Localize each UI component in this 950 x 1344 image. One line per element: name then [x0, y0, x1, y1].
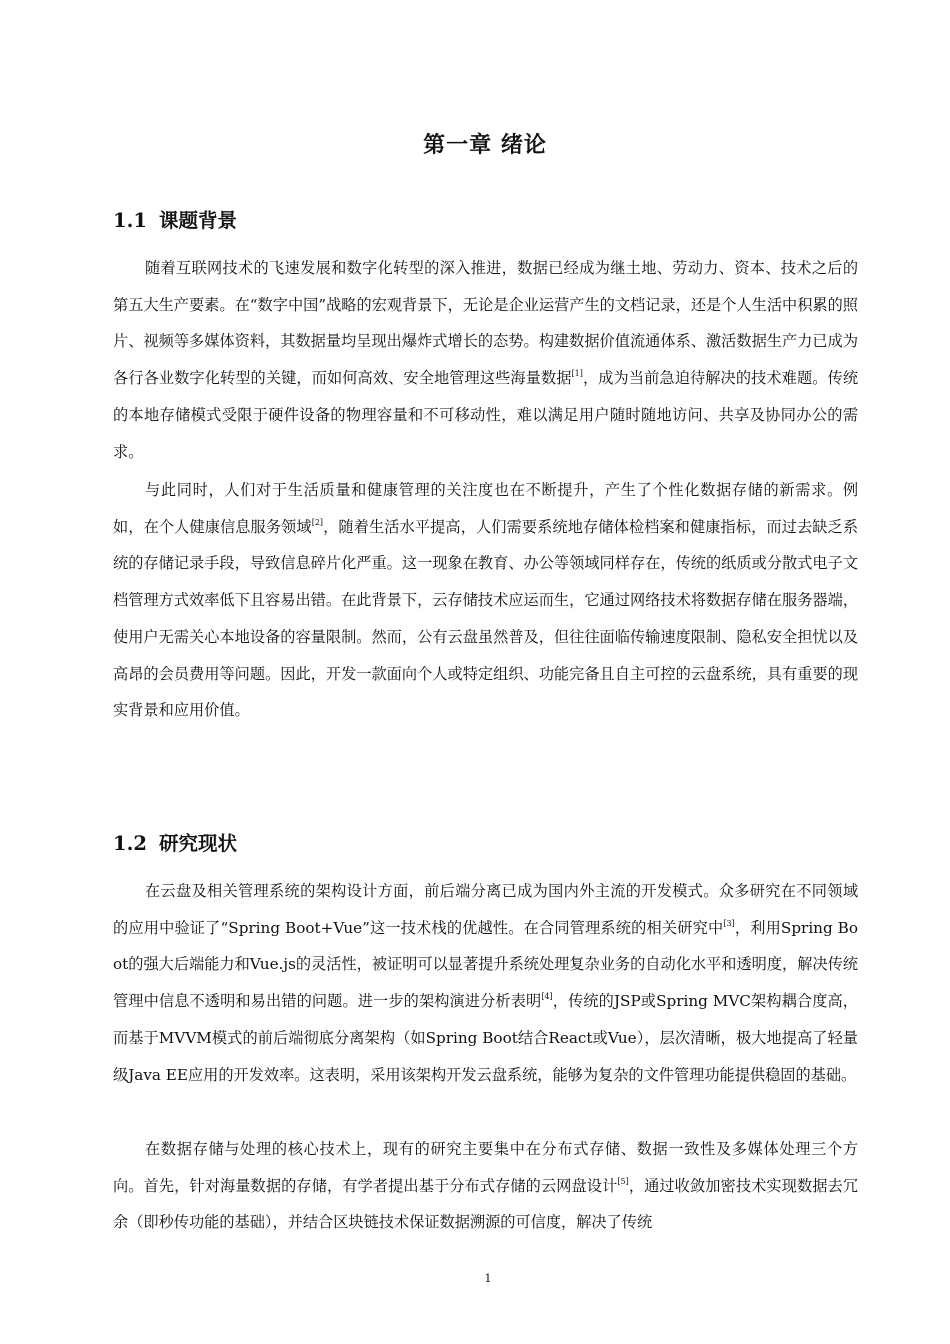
chapter-title: 第一章 绪论 [423, 132, 547, 158]
paragraph-text: ，通过收敛加密技术实现数据去冗余（即秒传功能的基础），并结合区块链技术保证数据溯源的可信度，解决了传统 [113, 1176, 859, 1232]
paragraph-text: ，随着生活水平提高，人们需要系统地存储体检档案和健康指标，而过去缺乏系统的存储记录手段，导致信息碎片化严重。这一现象在教育、办公等领域同样存在，传统的纸质或分散式电子文档管理方式效率低下且容易出错。在此背景下，云存储技术应运而生，它通过网络技术将数据存储在服务器端，使用户无需关心本地设备的容量限制。然而，公有云盘虽然普及，但往往面临传输速度限制、隐私安全担忧以及高昂的会员费用等问题。因此，开发一款面向个人或特定组织、功能完备且自主可控的云盘系统，具有重要的现实背景和应用价值。 [113, 517, 859, 720]
paragraph-text: 在数据存储与处理的核心技术上，现有的研究主要集中在分布式存储、数据一致性及多媒体处理三个方向。首先，针对海量数据的存储，有学者提出基于分布式存储的云网盘设计 [113, 1140, 858, 1195]
section-number: 1.1 [113, 209, 147, 232]
paragraph-text: ，利用Spring Boot的强大后端能力和Vue.js的灵活性，被证明可以显著提升系统处理复杂业务的自动化水平和透明度，解决传统管理中信息不透明和易出错的问题。进一步的架构演进分析表明 [113, 918, 858, 1011]
section-title: 课题背景 [158, 209, 237, 232]
citation-ref: [5] [617, 1176, 629, 1186]
paragraph-background-2 [113, 472, 858, 729]
paragraph-text: 随着互联网技术的飞速发展和数字化转型的深入推进，数据已经成为继土地、劳动力、资本、技术之后的第五大生产要素。在“数字中国”战略的宏观背景下，无论是企业运营产生的文档记录，还是个人生活中积累的照片、视频等多媒体资料，其数据量均呈现出爆炸式增长的态势。构建数据价值流通体系、激活数据生产力已成为各行各业数字化转型的关键，而如何高效、安全地管理这些海量数据 [113, 259, 858, 388]
section-title: 研究现状 [158, 832, 237, 855]
citation-ref: [2] [311, 517, 324, 527]
page-number: 1 [484, 1272, 492, 1285]
paragraph-status-2 [113, 1131, 858, 1241]
paragraph-status-1 [113, 873, 858, 1093]
section-number: 1.2 [113, 832, 147, 855]
section-heading-1-2 [113, 828, 237, 856]
paragraph-text: ，成为当前急迫待解决的技术难题。传统的本地存储模式受限于硬件设备的物理容量和不可移动性，难以满足用户随时随地访问、共享及协同办公的需求。 [113, 369, 859, 461]
paragraph-background-1 [113, 250, 858, 470]
section-heading-1-1 [113, 205, 237, 233]
citation-ref: [4] [541, 992, 553, 1002]
paragraph-text: 在云盘及相关管理系统的架构设计方面，前后端分离已成为国内外主流的开发模式。众多研究在不同领域的应用中验证了“Spring Boot+Vue”这一技术栈的优越性。在合同管理系统的相关研究中 [113, 882, 858, 937]
paragraph-text: ，传统的JSP或Spring MVC架构耦合度高，而基于MVVM模式的前后端彻底分离架构（如Spring Boot结合React或Vue），层次清晰，极大地提高了轻量级Java EE应用的开发效率。这表明，采用该架构开发云盘系统，能够为复杂的文件管理功能提供稳固的基础。 [113, 992, 858, 1084]
citation-ref: [1] [571, 369, 583, 379]
paragraph-text: 与此同时，人们对于生活质量和健康管理的关注度也在不断提升，产生了个性化数据存储的新需求。例如，在个人健康信息服务领域 [113, 481, 858, 536]
citation-ref: [3] [723, 918, 735, 928]
